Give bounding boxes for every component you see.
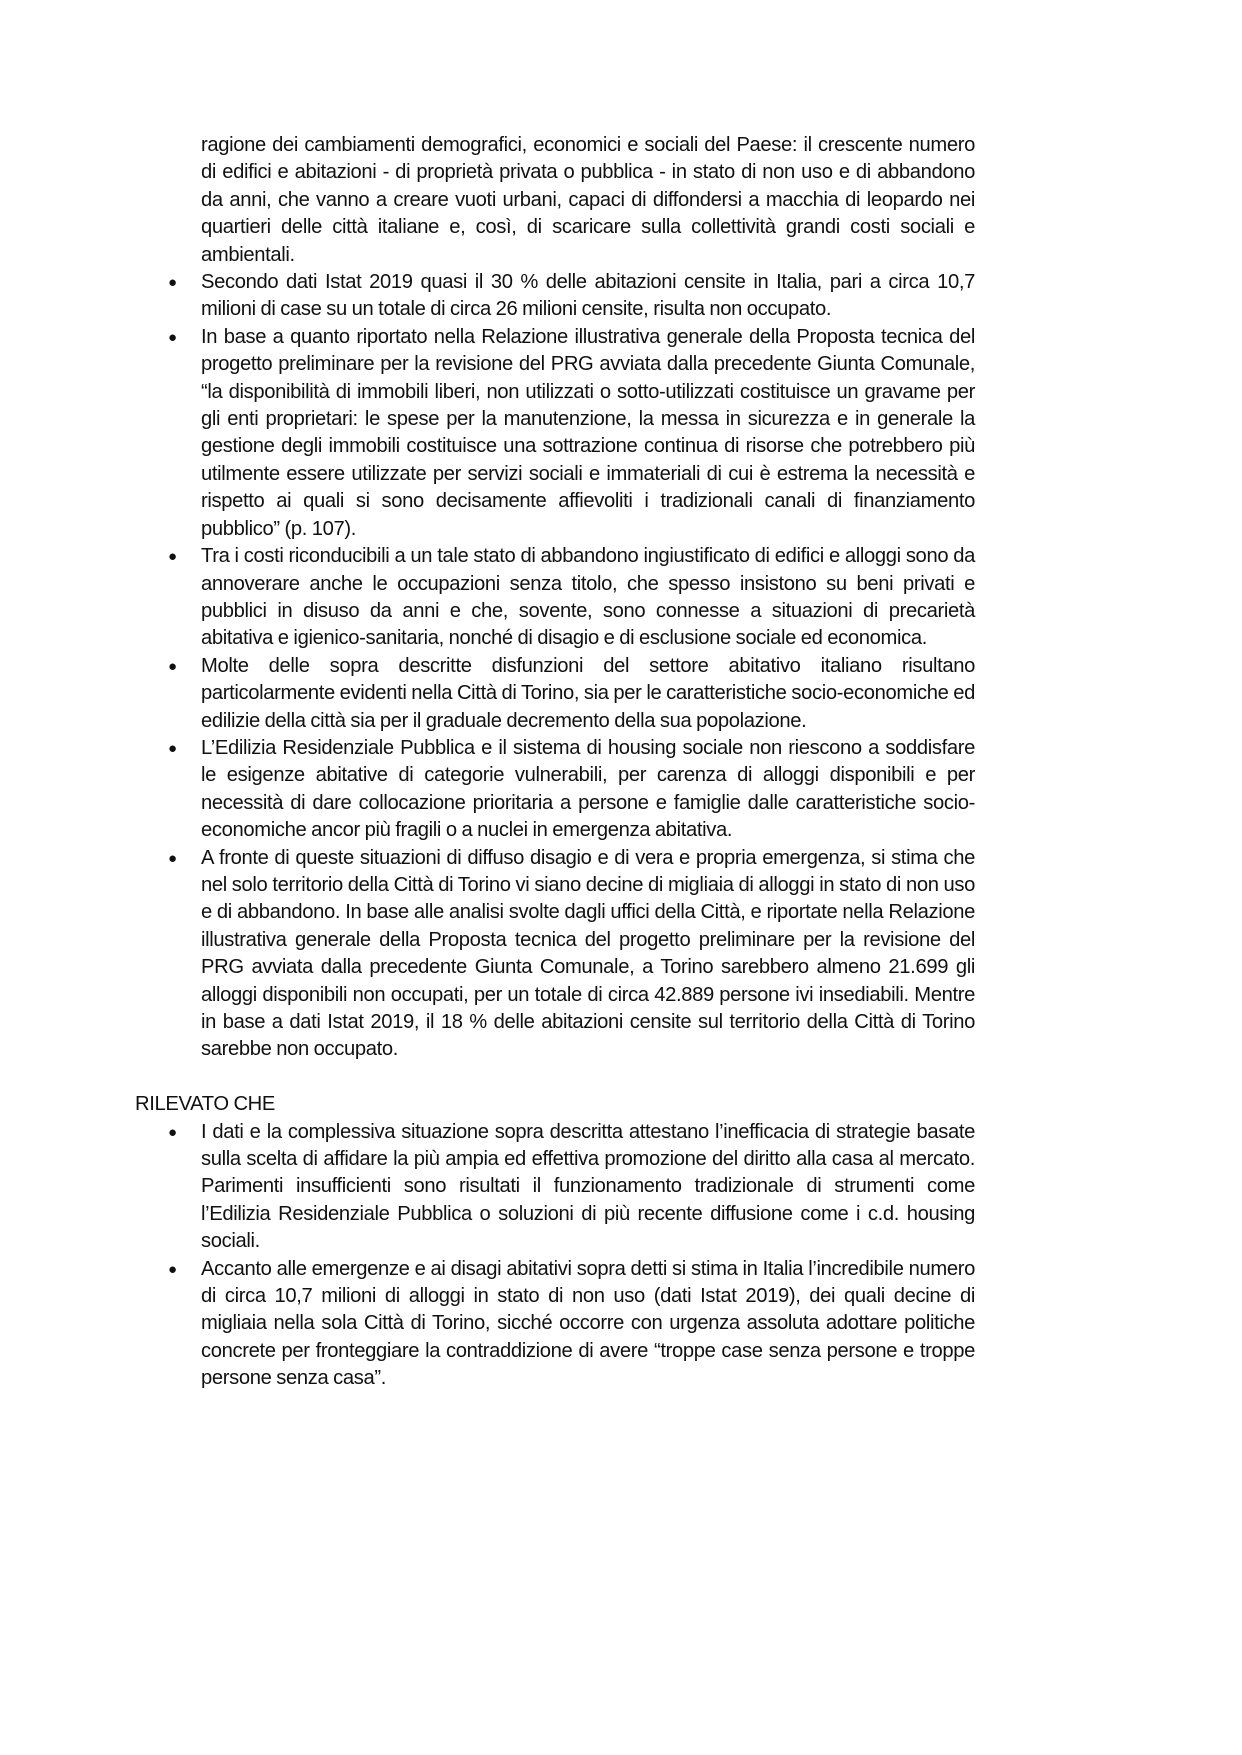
bullet-icon: ● <box>168 657 177 675</box>
list-item-text: In base a quanto riportato nella Relazione illustrativa generale della Proposta tecnica del progetto preliminare per la revisione del PRG avviata dalla precedente Giunta Comunale, “la disponibilità di immobili liberi, non utilizzati o sotto-utilizzati costituisce un gravame per gli enti proprietari: le spese per la manutenzione, la messa in sicurezza e in generale la gestione degli immobili costituisce una sottrazione continua di risorse che potrebbero più utilmente essere utilizzate per servizi sociali e immateriali di cui è estrema la necessità e rispetto ai quali si sono decisamente affievoliti i tradizionali canali di finanziamento pubblico” (p. 107). <box>201 325 975 540</box>
list-item-text: Secondo dati Istat 2019 quasi il 30 % delle abitazioni censite in Italia, pari a circa 10,7 milioni di case su un totale di circa 26 milioni censite, risulta non occupato. <box>201 271 975 321</box>
bullet-icon: ● <box>168 274 177 292</box>
bullet-icon: ● <box>168 849 177 867</box>
bullet-icon: ● <box>168 1260 177 1278</box>
list-item <box>168 324 975 543</box>
continuation-paragraph: ragione dei cambiamenti demografici, economici e sociali del Paese: il crescente numero di edifici e abitazioni - di proprietà privata o pubblica - in stato di non uso e di abbandono da anni, che vanno a creare vuoti urbani, capaci di diffondersi a macchia di leopardo nei quartieri delle città italiane e, così, di scaricare sulla collettività grandi costi sociali e ambientali. <box>201 134 975 266</box>
bullet-icon: ● <box>168 328 177 346</box>
list-item-text: Molte delle sopra descritte disfunzioni del settore abitativo italiano risultano particolarmente evidenti nella Città di Torino, sia per le caratteristiche socio-economiche ed edilizie della città sia per il graduale decremento della sua popolazione. <box>201 654 975 732</box>
list-item-text: I dati e la complessiva situazione sopra descritta attestano l’inefficacia di strategie basate sulla scelta di affidare la più ampia ed effettiva promozione del diritto alla casa al mercato. Parimenti insufficienti sono risultati il funzionamento tradizionale di strumenti come l’Edilizia Residenziale Pubblica o soluzioni di più recente diffusione come i c.d. housing sociali. <box>201 1120 975 1253</box>
list-item <box>168 543 975 653</box>
list-item <box>168 1119 975 1256</box>
premises-list <box>135 269 975 1064</box>
section-heading-rilevato-che: RILEVATO CHE <box>135 1093 276 1116</box>
list-item <box>168 269 975 324</box>
list-item-text: A fronte di queste situazioni di diffuso disagio e di vera e propria emergenza, si stima che nel solo territorio della Città di Torino vi siano decine di migliaia di alloggi in stato di non uso e di abbandono. In base alle analisi svolte dagli uffici della Città, e riportate nella Relazione illustrativa generale della Proposta tecnica del progetto preliminare per la revisione del PRG avviata dalla precedente Giunta Comunale, a Torino sarebbero almeno 21.699 gli alloggi disponibili non occupati, per un totale di circa 42.889 persone ivi insediabili. Mentre in base a dati Istat 2019, il 18 % delle abitazioni censite sul territorio della Città di Torino sarebbe non occupato. <box>201 846 975 1061</box>
findings-list <box>135 1119 975 1393</box>
list-item-text: L’Edilizia Residenziale Pubblica e il sistema di housing sociale non riescono a soddisfare le esigenze abitative di categorie vulnerabili, per carenza di alloggi disponibili e per necessità di dare collocazione prioritaria a persone e famiglie dalle caratteristiche socio-economiche ancor più fragili o a nuclei in emergenza abitativa. <box>201 736 975 842</box>
bullet-icon: ● <box>168 1123 177 1141</box>
bullet-icon: ● <box>168 548 177 566</box>
bullet-icon: ● <box>168 739 177 757</box>
list-item <box>168 735 975 845</box>
document-body <box>135 132 975 1393</box>
list-item <box>168 845 975 1064</box>
list-item <box>168 653 975 735</box>
list-item-text: Accanto alle emergenze e ai disagi abitativi sopra detti si stima in Italia l’incredibile numero di circa 10,7 milioni di alloggi in stato di non uso (dati Istat 2019), dei quali decine di migliaia nella sola Città di Torino, sicché occorre con urgenza assoluta adottare politiche concrete per fronteggiare la contraddizione di avere “troppe case senza persone e troppe persone senza casa”. <box>201 1257 975 1390</box>
list-item <box>168 1256 975 1393</box>
list-item-text: Tra i costi riconducibili a un tale stato di abbandono ingiustificato di edifici e alloggi sono da annoverare anche le occupazioni senza titolo, che spesso insistono su beni privati e pubblici in disuso da anni e che, sovente, sono connesse a situazioni di precarietà abitativa e igienico-sanitaria, nonché di disagio e di esclusione sociale ed economica. <box>201 545 975 650</box>
